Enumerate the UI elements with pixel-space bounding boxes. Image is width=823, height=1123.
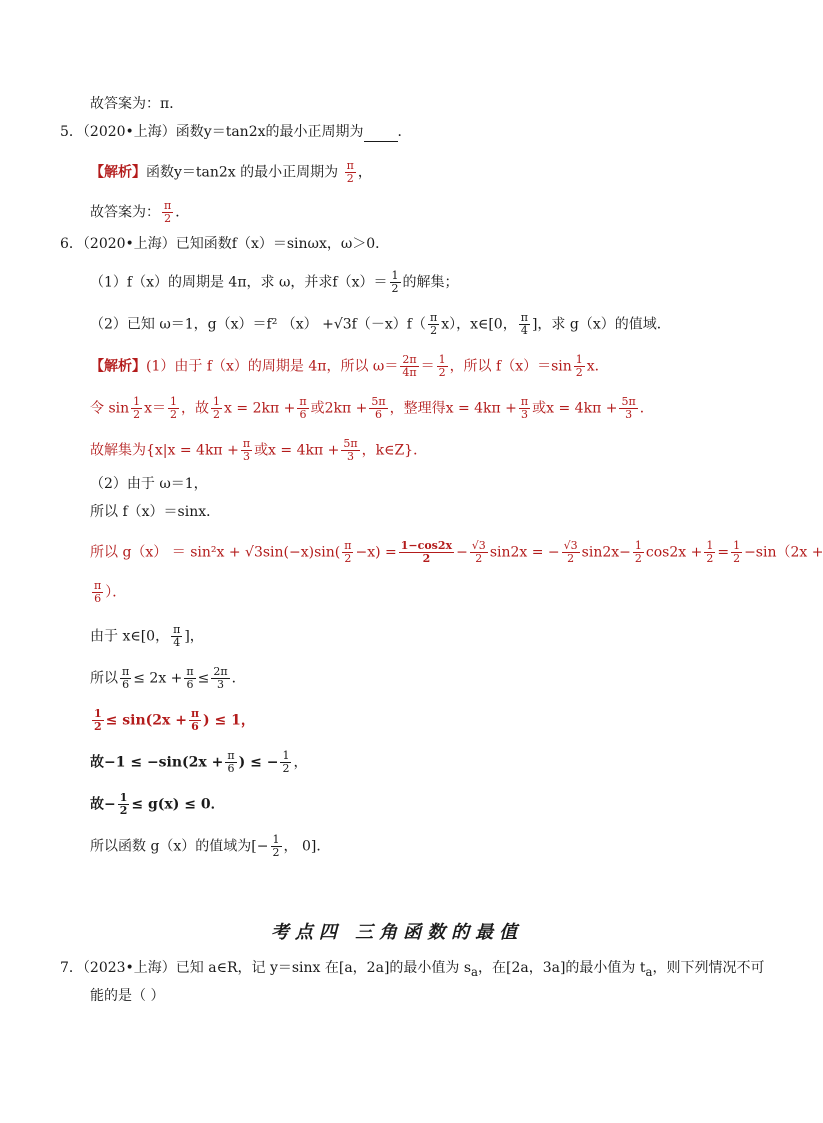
q5-answer-pre: 故答案为： (90, 204, 160, 221)
fraction (437, 354, 448, 379)
fraction (271, 834, 282, 859)
frac-num: 1 (733, 539, 741, 552)
frac-den: 6 (191, 720, 199, 733)
q6-a6-g: = (717, 544, 730, 561)
q6-a1-c: ，所以 f（x）＝sin (449, 358, 572, 375)
q5-analysis (90, 160, 372, 185)
q6-a9-a: 所以 (90, 670, 118, 687)
q6-a11-a: 故−1 ≤ −sin(2x + (90, 754, 224, 771)
frac-den: 4 (173, 636, 181, 649)
frac-num: π (164, 199, 172, 212)
q6-analysis-9 (90, 666, 246, 691)
q6-p1-b: 的解集； (402, 274, 459, 291)
q6-a3-a: 故解集为{x|x = 4kπ + (90, 442, 239, 459)
fraction (345, 160, 356, 185)
fraction (519, 312, 530, 337)
fraction (211, 666, 229, 691)
fraction (189, 708, 201, 733)
fraction (184, 666, 195, 691)
q6-a8-a: 由于 x∈[0， (90, 628, 170, 645)
q7-line1-b: ，在[2a，3a]的最小值为 t (478, 960, 646, 976)
analysis-tag: 【解析】 (90, 358, 146, 375)
q6-analysis-10 (90, 708, 255, 733)
q5-stem-end: ． (397, 124, 412, 140)
fraction (92, 708, 104, 733)
q6-a2-a: 令 sin (90, 400, 130, 417)
frac-den: 2 (575, 366, 583, 379)
q6-a2-c: ，故 (181, 400, 210, 417)
q6-analysis-6 (90, 540, 823, 565)
frac-den: 4π (402, 366, 417, 379)
frac-num: π (344, 539, 352, 552)
frac-den: 2 (346, 172, 354, 185)
q6-p2-c: ]，求 g（x）的值域． (531, 316, 671, 333)
frac-den: 2 (475, 552, 483, 565)
q5-stem-text: 5．（2020•上海）函数y＝tan2x的最小正周期为 (60, 124, 364, 140)
frac-num: 1 (170, 395, 178, 408)
frac-num: 5π (371, 395, 386, 408)
frac-num: 1 (706, 539, 714, 552)
q7-line1-c: ，则下列情况不可 (652, 960, 765, 976)
fraction (168, 396, 179, 421)
frac-den: 6 (186, 678, 194, 691)
q6-a1-a: (1）由于 f（x）的周期是 4π，所以 ω＝ (146, 358, 399, 375)
frac-num: π (227, 749, 235, 762)
q6-a6-a: 所以 g（x） ＝ sin²x + √3sin(−x)sin( (90, 544, 341, 561)
q6-part1 (90, 270, 459, 295)
fraction (574, 354, 585, 379)
q6-a6-f: cos2x + (645, 544, 703, 561)
frac-num: 1 (282, 749, 290, 762)
q5-answer-end: ． (175, 204, 190, 221)
q5-answer (90, 200, 189, 225)
fraction (241, 438, 252, 463)
fraction (633, 540, 644, 565)
frac-den: 3 (242, 450, 250, 463)
frac-num: 1 (213, 395, 221, 408)
q6-analysis-8 (90, 624, 204, 649)
frac-num: 1 (391, 269, 399, 282)
q6-analysis-1 (90, 354, 609, 379)
frac-den: 3 (521, 408, 529, 421)
frac-num: π (346, 159, 354, 172)
fraction (225, 750, 236, 775)
q6-a10-c: ) ≤ 1， (203, 712, 255, 729)
fraction (400, 354, 418, 379)
q7-line1: 7．（2023•上海）已知 a∈R，记 y＝sinx 在[a，2a]的最小值为 s (60, 960, 472, 976)
frac-num: 1 (119, 791, 128, 804)
fraction (120, 666, 131, 691)
q5-stem (60, 122, 412, 142)
frac-den: 4 (520, 324, 528, 337)
q6-a6-b: −x) = (355, 544, 397, 561)
frac-num: 5π (621, 395, 636, 408)
fraction (297, 396, 308, 421)
frac-den: 2 (430, 324, 438, 337)
q6-analysis-4 (90, 474, 208, 494)
frac-num: π (173, 623, 181, 636)
frac-num: 2π (402, 353, 417, 366)
q6-a12-a: 故− (90, 796, 116, 813)
q6-p2-b: x），x∈[0， (441, 316, 517, 333)
q6-analysis-13 (90, 834, 330, 859)
q7-sub-a2: a (645, 964, 653, 979)
frac-den: 3 (625, 408, 633, 421)
frac-den: 6 (94, 592, 102, 605)
q6-analysis-3 (90, 438, 427, 463)
q6-analysis-5 (90, 502, 220, 522)
frac-num: π (94, 579, 102, 592)
frac-den: 2 (391, 282, 399, 295)
frac-den: 2 (133, 408, 141, 421)
analysis-tag: 【解析】 (90, 164, 146, 181)
q6-a2-g: 或x = 4kπ + (532, 400, 618, 417)
q4-answer-text: 故答案为：π． (90, 96, 184, 112)
q5-analysis-text: 函数y＝tan2x 的最小正周期为 (146, 164, 339, 181)
fraction (428, 312, 439, 337)
frac-den: 2 (733, 552, 741, 565)
frac-num: 1 (575, 353, 583, 366)
frac-den: 2 (213, 408, 221, 421)
q6-a12-b: ≤ g(x) ≤ 0． (131, 796, 225, 813)
frac-den: 3 (346, 450, 354, 463)
fraction (342, 540, 353, 565)
q6-a9-c: ≤ (197, 670, 210, 687)
q6-a6-e: sin2x− (581, 544, 631, 561)
fraction (470, 540, 488, 565)
frac-den: 2 (170, 408, 178, 421)
frac-num: 1 (133, 395, 141, 408)
fraction (704, 540, 715, 565)
q7-stem-line2 (90, 986, 164, 1006)
frac-num: π (299, 395, 307, 408)
fraction (390, 270, 401, 295)
q6-a1-b: ＝ (420, 358, 435, 375)
frac-num: √3 (471, 539, 486, 552)
frac-den: 6 (122, 678, 130, 691)
frac-num: 5π (343, 437, 358, 450)
frac-num: π (122, 665, 130, 678)
q6-analysis-7 (90, 580, 126, 605)
q6-p1-a: （1）f（x）的周期是 4π，求 ω，并求f（x）＝ (90, 274, 388, 291)
frac-num: π (242, 437, 251, 450)
q6-a2-e: 或2kπ + (310, 400, 368, 417)
fraction (92, 580, 103, 605)
fraction (341, 438, 359, 463)
q7-stem-line1 (60, 958, 764, 982)
frac-num: π (186, 665, 194, 678)
q6-stem-text: 6．（2020•上海）已知函数f（x）＝sinωx，ω＞0． (60, 236, 390, 252)
frac-den: 2 (344, 552, 352, 565)
q6-a4: （2）由于 ω＝1， (90, 476, 208, 492)
q6-a5: 所以 f（x）＝sinx． (90, 504, 221, 520)
frac-den: 2 (119, 804, 128, 817)
answer-blank (364, 127, 398, 142)
q6-a1-d: x． (586, 358, 609, 375)
frac-den: 2 (567, 552, 575, 565)
frac-den: 6 (299, 408, 307, 421)
fraction (211, 396, 222, 421)
q6-a2-d: x = 2kπ + (224, 400, 296, 417)
q6-a2-f: ，整理得x = 4kπ + (389, 400, 517, 417)
q6-stem (60, 234, 389, 254)
q6-part2 (90, 312, 671, 337)
q7-sub-a1: a (471, 964, 478, 979)
q6-a3-c: ，k∈Z}． (361, 442, 428, 459)
frac-den: 6 (374, 408, 382, 421)
frac-num: √3 (563, 539, 578, 552)
fraction (519, 396, 530, 421)
frac-den: 2 (164, 212, 172, 225)
fraction (131, 396, 142, 421)
fraction (399, 540, 454, 565)
frac-num: 1 (438, 353, 446, 366)
comma: ， (357, 164, 372, 181)
q6-a11-b: ) ≤ − (238, 754, 279, 771)
frac-den: 2 (634, 552, 642, 565)
fraction (280, 750, 291, 775)
frac-num: π (429, 311, 438, 324)
frac-den: 6 (227, 762, 235, 775)
q6-a13-a: 所以函数 g（x）的值域为[− (90, 838, 269, 855)
q6-analysis-11 (90, 750, 307, 775)
q6-a6-h: −sin（2x + (744, 544, 823, 561)
q6-a2-h: ． (639, 400, 654, 417)
frac-den: 2 (94, 720, 102, 733)
q6-a7-b: ）． (105, 584, 127, 601)
q6-a2-b: x＝ (144, 400, 167, 417)
frac-den: 3 (216, 678, 224, 691)
frac-num: π (520, 311, 528, 324)
frac-num: π (190, 707, 200, 720)
q6-analysis-2 (90, 396, 654, 421)
q6-a6-c: − (456, 544, 468, 561)
q4-answer (90, 94, 183, 114)
fraction (171, 624, 182, 649)
fraction (619, 396, 637, 421)
q6-a9-d: ． (231, 670, 246, 687)
frac-num: 1 (634, 539, 642, 552)
q6-analysis-12 (90, 792, 225, 817)
frac-den: 2 (438, 366, 446, 379)
q6-a6-d: sin2x = − (489, 544, 560, 561)
frac-num: π (520, 395, 529, 408)
section-title: 考点四 三角函数的最值 (270, 922, 524, 943)
fraction (118, 792, 130, 817)
frac-num: 1 (94, 707, 102, 720)
fraction (162, 200, 173, 225)
fraction (562, 540, 580, 565)
frac-num: 1 (272, 833, 280, 846)
frac-den: 2 (422, 552, 431, 565)
frac-num: 2π (213, 665, 228, 678)
q6-a3-b: 或x = 4kπ + (254, 442, 340, 459)
q6-a11-c: ， (293, 754, 308, 771)
frac-den: 2 (706, 552, 714, 565)
q6-a9-b: ≤ 2x + (133, 670, 183, 687)
q6-a13-b: ， 0]． (283, 838, 331, 855)
q6-a8-b: ]， (184, 628, 204, 645)
q6-p2-a: （2）已知 ω＝1，g（x）＝f² （x） +√3f（－x）f（ (90, 316, 426, 333)
frac-den: 2 (272, 846, 280, 859)
frac-den: 2 (282, 762, 290, 775)
q6-a10-b: ≤ sin(2x + (105, 712, 187, 729)
fraction (369, 396, 387, 421)
frac-num: 1−cos2x (400, 539, 453, 552)
fraction (731, 540, 742, 565)
q7-line2: 能的是（ ） (90, 988, 165, 1004)
